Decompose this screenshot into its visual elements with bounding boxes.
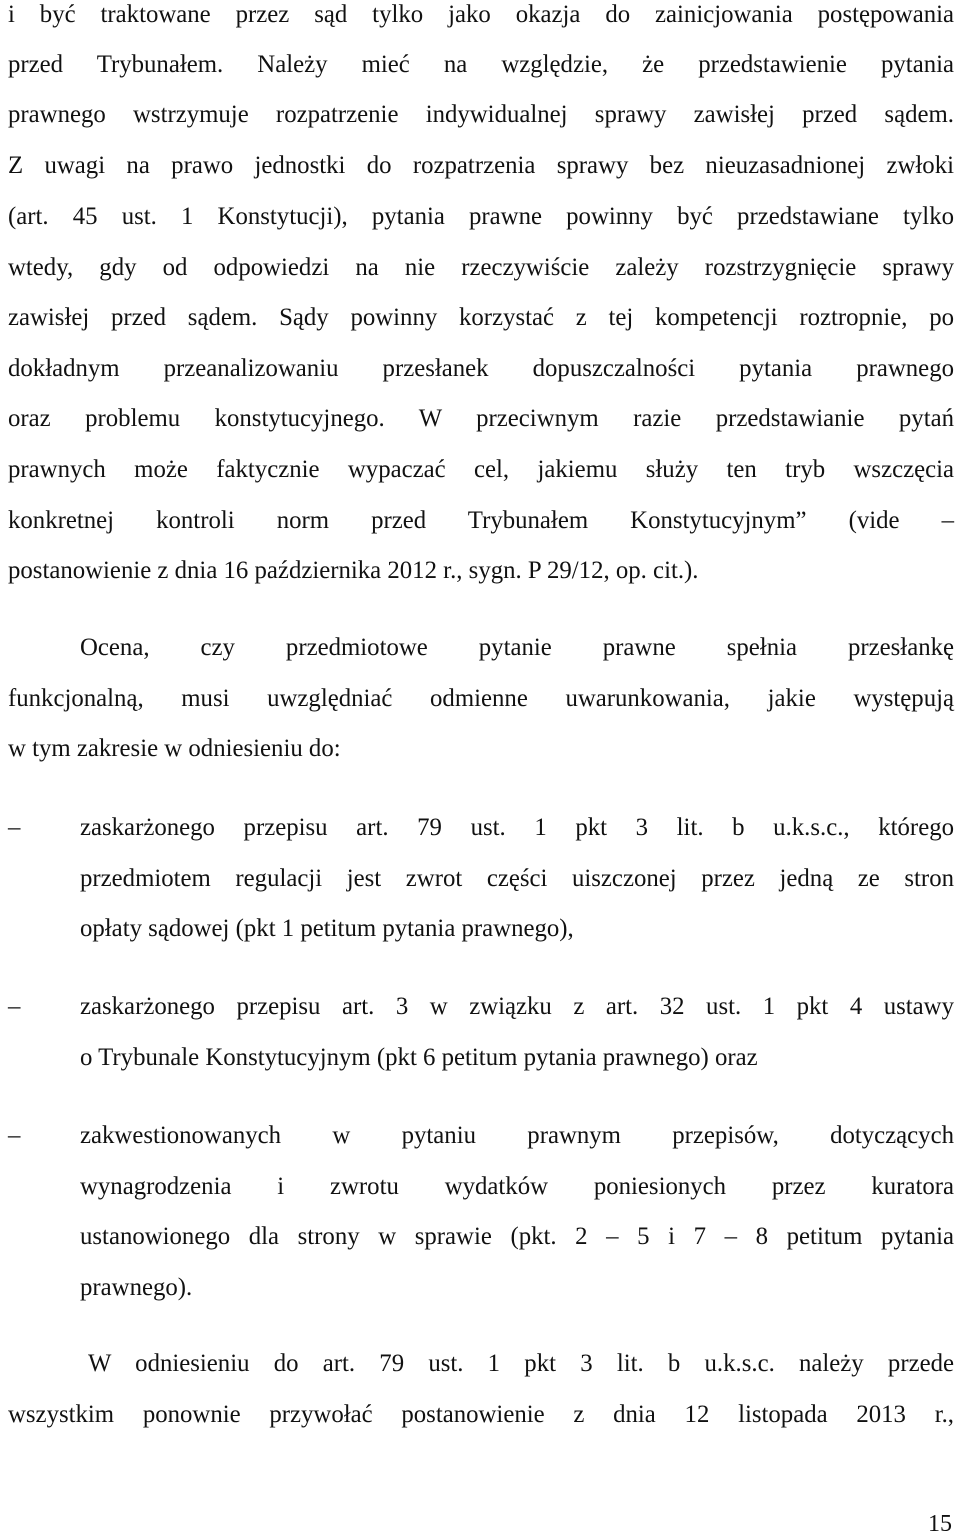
text-line: W odniesieniu do art. 79 ust. 1 pkt 3 lit. b u.k.s.c. należy przede xyxy=(88,1350,954,1377)
page-number: 15 xyxy=(928,1511,952,1537)
text-line: Ocena, czy przedmiotowe pytanie prawne spełnia przesłankę xyxy=(80,634,954,661)
text-line: ustanowionego dla strony w sprawie (pkt. 2 – 5 i 7 – 8 petitum pytania xyxy=(80,1223,954,1250)
text-line: wynagrodzenia i zwrotu wydatków poniesionych przez kuratora xyxy=(80,1173,954,1200)
text-line: zaskarżonego przepisu art. 79 ust. 1 pkt 3 lit. b u.k.s.c., którego xyxy=(80,814,954,841)
text-line: wszystkim ponownie przywołać postanowienie z dnia 12 listopada 2013 r., xyxy=(8,1401,954,1428)
text-line: dokładnym przeanalizowaniu przesłanek dopuszczalności pytania prawnego xyxy=(8,355,954,382)
text-line: przedmiotem regulacji jest zwrot części uiszczonej przez jedną ze stron xyxy=(80,865,954,892)
text-line: zakwestionowanych w pytaniu prawnym przepisów, dotyczących xyxy=(80,1122,954,1149)
list-dash: – xyxy=(8,814,21,841)
list-dash: – xyxy=(8,993,21,1020)
text-line: prawnego). xyxy=(80,1274,193,1301)
text-line: zawisłej przed sądem. Sądy powinny korzystać z tej kompetencji roztropnie, po xyxy=(8,304,954,331)
text-line: i być traktowane przez sąd tylko jako okazja do zainicjowania postępowania xyxy=(8,1,954,28)
text-line: Z uwagi na prawo jednostki do rozpatrzenia sprawy bez nieuzasadnionej zwłoki xyxy=(8,152,954,179)
list-dash: – xyxy=(8,1122,21,1149)
text-line: oraz problemu konstytucyjnego. W przeciwnym razie przedstawianie pytań xyxy=(8,405,954,432)
text-line: w tym zakresie w odniesieniu do: xyxy=(8,735,341,762)
text-line: zaskarżonego przepisu art. 3 w związku z art. 32 ust. 1 pkt 4 ustawy xyxy=(80,993,954,1020)
text-line: wtedy, gdy od odpowiedzi na nie rzeczywiście zależy rozstrzygnięcie sprawy xyxy=(8,254,954,281)
text-line: opłaty sądowej (pkt 1 petitum pytania prawnego), xyxy=(80,915,574,942)
text-line: funkcjonalną, musi uwzględniać odmienne uwarunkowania, jakie występują xyxy=(8,685,954,712)
text-line: konkretnej kontroli norm przed Trybunałem Konstytucyjnym” (vide – xyxy=(8,507,954,534)
text-line: prawnego wstrzymuje rozpatrzenie indywidualnej sprawy zawisłej przed sądem. xyxy=(8,101,954,128)
text-line: prawnych może faktycznie wypaczać cel, jakiemu służy ten tryb wszczęcia xyxy=(8,456,954,483)
text-line: o Trybunale Konstytucyjnym (pkt 6 petitum pytania prawnego) oraz xyxy=(80,1044,758,1071)
text-line: (art. 45 ust. 1 Konstytucji), pytania prawne powinny być przedstawiane tylko xyxy=(8,203,954,230)
text-line: postanowienie z dnia 16 października 2012 r., sygn. P 29/12, op. cit.). xyxy=(8,557,699,584)
text-line: przed Trybunałem. Należy mieć na względzie, że przedstawienie pytania xyxy=(8,51,954,78)
